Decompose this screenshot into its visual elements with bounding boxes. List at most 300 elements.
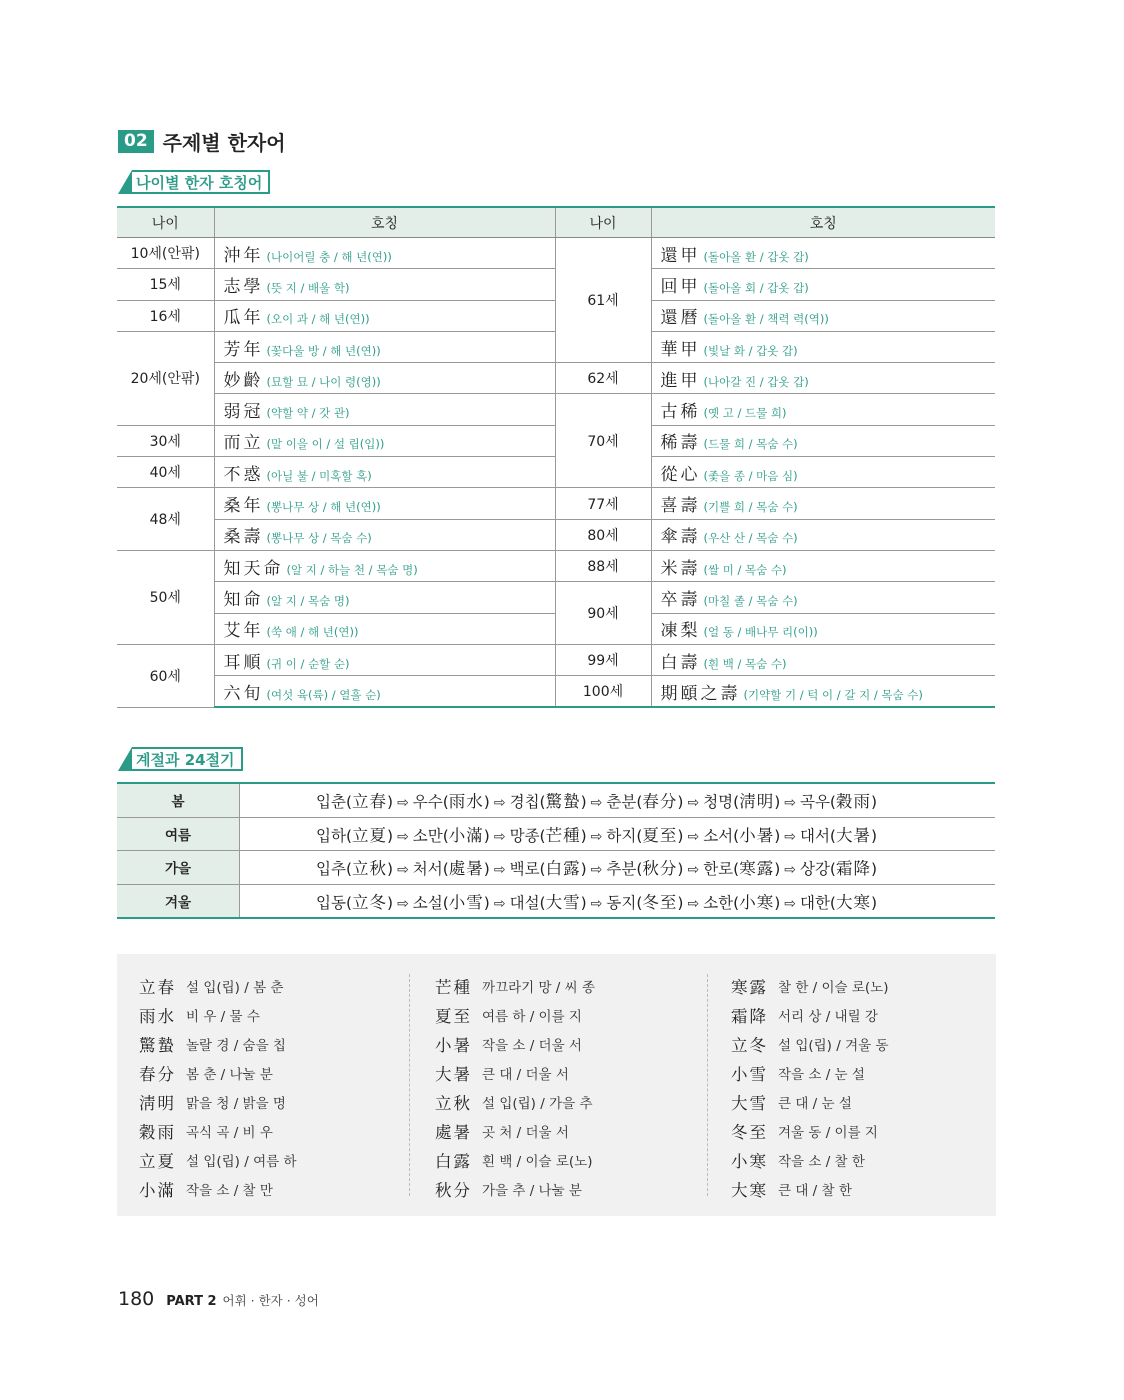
solar-term <box>703 827 780 845</box>
title-cell <box>214 613 555 644</box>
glossary-item <box>731 1174 889 1203</box>
glossary-item <box>139 1174 297 1203</box>
title-hanja: 從心 <box>660 464 701 485</box>
solar-term-hanja: 立冬 <box>352 892 387 912</box>
solar-term-name: 입추( <box>316 860 352 879</box>
solar-term <box>510 894 587 912</box>
age-cell: 77세 <box>555 488 651 519</box>
solar-term <box>800 894 877 912</box>
title-hanja: 而立 <box>223 433 264 454</box>
title-gloss: (꽃다울 방 / 해 년(연)) <box>266 343 381 358</box>
arrow-icon: ⇨ <box>397 895 409 912</box>
glossary-item <box>435 1088 595 1117</box>
section-title: 주제별 한자어 <box>162 131 286 155</box>
title-cell <box>651 331 995 362</box>
glossary-item <box>139 1145 297 1174</box>
solar-term-hanja: 處暑 <box>448 859 484 879</box>
solar-term <box>800 793 877 811</box>
tag-triangle <box>118 747 132 771</box>
age-title-table <box>117 206 995 708</box>
glossary-hanja: 立冬 <box>731 1036 768 1056</box>
glossary-hanja: 夏至 <box>435 1007 472 1027</box>
solar-term-hanja: 大暑 <box>835 825 871 845</box>
title-cell <box>651 238 995 269</box>
solar-term <box>510 827 587 845</box>
glossary-hanja: 小寒 <box>731 1151 768 1171</box>
table-row <box>117 488 995 519</box>
solar-term-close: ) <box>774 860 781 879</box>
season-row <box>117 817 995 851</box>
glossary-meaning: 큰 대 / 더울 서 <box>482 1067 569 1084</box>
title-gloss: (나이어릴 충 / 해 년(연)) <box>266 249 392 264</box>
title-gloss: (알 지 / 하늘 천 / 목숨 명) <box>286 562 418 577</box>
title-cell <box>651 394 995 425</box>
title-cell <box>214 238 555 269</box>
glossary-item <box>435 1174 595 1203</box>
age-table-tag-label: 나이별 한자 호칭어 <box>132 170 270 194</box>
glossary-meaning: 큰 대 / 찰 한 <box>778 1182 852 1199</box>
solar-term <box>316 894 393 912</box>
arrow-icon: ⇨ <box>687 795 700 812</box>
tag-triangle <box>118 170 132 194</box>
glossary-item <box>139 1059 297 1088</box>
title-gloss: (좇을 종 / 마음 심) <box>703 468 798 483</box>
arrow-icon: ⇨ <box>493 828 506 845</box>
age-cell: 48세 <box>117 488 214 551</box>
arrow-icon: ⇨ <box>784 828 796 845</box>
age-cell: 99세 <box>555 644 651 675</box>
glossary-item <box>435 1145 595 1174</box>
solar-term-hanja: 霜降 <box>835 859 871 879</box>
age-cell: 100세 <box>555 676 651 708</box>
section-number: 02 <box>118 130 154 153</box>
seasons-tag <box>118 747 243 771</box>
age-cell: 61세 <box>555 238 651 363</box>
solar-term-close: ) <box>774 893 781 912</box>
solar-term-name: 동지( <box>606 893 643 912</box>
glossary-hanja: 立秋 <box>435 1094 472 1113</box>
title-cell <box>651 457 995 488</box>
glossary-item <box>139 1116 297 1145</box>
solar-term-close: ) <box>677 893 684 912</box>
solar-term-name: 경칩( <box>509 793 546 812</box>
solar-term-close: ) <box>870 793 878 812</box>
solar-term-name: 춘분( <box>606 793 643 812</box>
title-cell <box>214 269 555 300</box>
title-gloss: (마칠 졸 / 목숨 수) <box>703 593 798 608</box>
title-cell <box>214 457 555 488</box>
title-hanja: 桑壽 <box>223 527 264 548</box>
header-age-right: 나이 <box>555 207 651 238</box>
solar-term <box>510 793 587 811</box>
glossary-meaning: 찰 한 / 이슬 로(노) <box>778 980 889 997</box>
title-gloss: (빛날 화 / 갑옷 갑) <box>703 343 798 358</box>
solar-term-hanja: 淸明 <box>739 792 775 812</box>
glossary-hanja: 大寒 <box>731 1180 768 1200</box>
seasons-table <box>117 782 995 919</box>
season-name: 봄 <box>117 783 240 817</box>
title-hanja: 期頤之壽 <box>660 683 741 704</box>
arrow-icon: ⇨ <box>784 795 796 812</box>
solar-term-hanja: 芒種 <box>545 825 581 845</box>
arrow-icon: ⇨ <box>493 895 506 912</box>
glossary-hanja: 小暑 <box>435 1036 472 1056</box>
solar-term <box>413 860 490 878</box>
title-gloss: (돌아올 회 / 갑옷 갑) <box>703 280 809 295</box>
title-gloss: (아닐 불 / 미혹할 혹) <box>266 468 372 483</box>
glossary-hanja: 立夏 <box>139 1151 176 1171</box>
title-hanja: 還曆 <box>660 308 701 329</box>
title-hanja: 卒壽 <box>660 589 701 610</box>
page-number: 180 <box>118 1288 155 1310</box>
solar-term-name: 상강( <box>799 860 836 879</box>
season-terms <box>240 783 996 817</box>
season-terms <box>240 851 996 885</box>
glossary-meaning: 작을 소 / 더울 서 <box>482 1038 582 1055</box>
title-cell <box>651 676 995 708</box>
solar-term-name: 하지( <box>606 826 643 845</box>
title-cell <box>651 269 995 300</box>
solar-term-hanja: 雨水 <box>448 792 484 812</box>
solar-term-name: 소한( <box>703 893 740 912</box>
solar-term-close: ) <box>580 793 587 812</box>
glossary-meaning: 설 입(립) / 봄 춘 <box>186 980 284 997</box>
solar-term-name: 망종( <box>509 826 546 845</box>
solar-term <box>606 793 683 811</box>
solar-term-name: 처서( <box>412 860 449 879</box>
arrow-icon: ⇨ <box>590 795 603 812</box>
title-hanja: 米壽 <box>660 558 701 579</box>
age-cell: 20세(안팎) <box>117 331 214 425</box>
glossary-hanja: 小滿 <box>139 1180 176 1200</box>
age-cell: 50세 <box>117 550 214 644</box>
age-cell: 80세 <box>555 519 651 550</box>
title-cell <box>214 676 555 708</box>
glossary-meaning: 큰 대 / 눈 설 <box>778 1096 852 1112</box>
solar-term-close: ) <box>774 826 781 845</box>
glossary-hanja: 秋分 <box>435 1180 472 1200</box>
solar-term-hanja: 立夏 <box>352 825 387 845</box>
title-cell <box>214 394 555 425</box>
glossary-item <box>139 972 297 1001</box>
title-hanja: 志學 <box>223 276 264 297</box>
glossary-hanja: 雨水 <box>139 1007 176 1027</box>
solar-term-name: 대한( <box>799 893 836 912</box>
solar-term-close: ) <box>387 893 394 912</box>
solar-term <box>316 793 393 811</box>
title-gloss: (얼 동 / 배나무 리(이)) <box>703 625 818 640</box>
title-cell <box>214 582 555 613</box>
title-hanja: 瓜年 <box>223 308 264 329</box>
part-label: PART 2 <box>166 1294 217 1309</box>
solar-term-hanja: 大寒 <box>835 892 871 912</box>
seasons-tag-label: 계절과 24절기 <box>132 747 243 771</box>
age-cell: 15세 <box>117 269 214 300</box>
title-hanja: 艾年 <box>223 621 264 642</box>
title-hanja: 白壽 <box>660 652 701 673</box>
title-cell <box>214 519 555 550</box>
column-divider <box>707 974 708 1196</box>
age-cell: 10세(안팎) <box>117 238 214 269</box>
table-row <box>117 582 995 613</box>
solar-term-hanja: 小暑 <box>739 825 775 845</box>
title-hanja: 妙齡 <box>223 370 264 391</box>
title-hanja: 知天命 <box>223 558 284 579</box>
solar-term-close: ) <box>483 826 490 845</box>
glossary-meaning: 가을 추 / 나눌 분 <box>482 1182 582 1199</box>
glossary-meaning: 작을 소 / 눈 설 <box>778 1067 865 1084</box>
season-name: 가을 <box>117 851 240 885</box>
header-title-left: 호칭 <box>214 207 555 238</box>
glossary-item <box>731 1059 889 1088</box>
age-cell: 60세 <box>117 644 214 707</box>
glossary-hanja: 大雪 <box>731 1094 768 1113</box>
glossary-meaning: 겨울 동 / 이를 지 <box>778 1124 878 1141</box>
title-hanja: 還甲 <box>660 245 701 266</box>
arrow-icon: ⇨ <box>687 862 700 879</box>
title-cell <box>651 300 995 331</box>
glossary-meaning: 맑을 청 / 밝을 명 <box>186 1096 286 1112</box>
solar-term <box>703 860 780 878</box>
solar-term-name: 입춘( <box>316 793 352 812</box>
table-row <box>117 644 995 675</box>
title-gloss: (돌아올 환 / 책력 력(역)) <box>703 312 829 327</box>
glossary-item <box>139 1001 297 1030</box>
title-gloss: (옛 고 / 드물 희) <box>703 406 787 421</box>
glossary-column <box>435 972 595 1203</box>
glossary-meaning: 설 입(립) / 여름 하 <box>186 1153 297 1170</box>
title-gloss: (기약할 기 / 턱 이 / 갈 지 / 목숨 수) <box>743 687 923 702</box>
solar-term-name: 소설( <box>412 893 449 912</box>
age-cell: 16세 <box>117 300 214 331</box>
glossary-item <box>731 1116 889 1145</box>
header-age-left: 나이 <box>117 207 214 238</box>
glossary-item <box>139 1088 297 1117</box>
table-row <box>117 676 995 708</box>
glossary-meaning: 설 입(립) / 겨울 동 <box>778 1038 889 1055</box>
season-row <box>117 783 995 817</box>
arrow-icon: ⇨ <box>784 895 796 912</box>
title-gloss: (여섯 육(륙) / 열흘 순) <box>266 687 381 702</box>
table-row <box>117 550 995 581</box>
glossary-item <box>731 1088 889 1117</box>
solar-term <box>800 860 877 878</box>
title-gloss: (우산 산 / 목숨 수) <box>703 531 798 546</box>
solar-term-name: 곡우( <box>799 793 836 812</box>
table-row <box>117 363 995 394</box>
solar-term <box>510 860 587 878</box>
title-gloss: (뽕나무 상 / 목숨 수) <box>266 531 372 546</box>
solar-term-close: ) <box>483 860 490 879</box>
column-divider <box>409 974 410 1196</box>
title-gloss: (나아갈 진 / 갑옷 갑) <box>703 374 809 389</box>
title-cell <box>214 425 555 456</box>
solar-term-hanja: 立春 <box>352 792 387 812</box>
arrow-icon: ⇨ <box>397 862 409 879</box>
solar-term-name: 청명( <box>703 793 740 812</box>
glossary-item <box>731 1001 889 1030</box>
part-title: 어휘 · 한자 · 성어 <box>222 1293 319 1308</box>
page-footer <box>118 1288 319 1310</box>
title-gloss: (돌아올 환 / 갑옷 갑) <box>703 249 809 264</box>
title-gloss: (묘할 묘 / 나이 령(영)) <box>266 374 381 389</box>
glossary-meaning: 작을 소 / 찰 한 <box>778 1153 865 1170</box>
arrow-icon: ⇨ <box>397 795 409 812</box>
title-gloss: (뽕나무 상 / 해 년(연)) <box>266 500 381 515</box>
arrow-icon: ⇨ <box>784 862 796 879</box>
solar-term-close: ) <box>677 793 684 812</box>
age-cell: 88세 <box>555 550 651 581</box>
glossary-hanja: 穀雨 <box>139 1122 176 1142</box>
solar-term <box>606 860 683 878</box>
glossary-meaning: 봄 춘 / 나눌 분 <box>186 1067 273 1084</box>
glossary-hanja: 芒種 <box>435 978 472 998</box>
solar-term-name: 대서( <box>799 826 836 845</box>
header-title-right: 호칭 <box>651 207 995 238</box>
glossary-item <box>435 1030 595 1059</box>
title-gloss: (오이 과 / 해 년(연)) <box>266 312 370 327</box>
age-cell: 70세 <box>555 394 651 488</box>
title-hanja: 稀壽 <box>660 433 701 454</box>
title-hanja: 沖年 <box>223 245 264 266</box>
glossary-hanja: 大暑 <box>435 1065 472 1085</box>
title-gloss: (쌀 미 / 목숨 수) <box>703 562 787 577</box>
solar-term-close: ) <box>870 893 878 912</box>
solar-term-hanja: 驚蟄 <box>545 792 581 812</box>
title-hanja: 耳順 <box>223 652 264 673</box>
title-cell <box>214 550 555 581</box>
solar-term-close: ) <box>580 826 587 845</box>
title-hanja: 凍梨 <box>660 621 701 642</box>
title-cell <box>651 582 995 613</box>
glossary-hanja: 春分 <box>139 1065 176 1085</box>
solar-term <box>606 827 683 845</box>
solar-term-hanja: 白露 <box>545 859 581 879</box>
glossary-meaning: 서리 상 / 내릴 강 <box>778 1009 878 1026</box>
solar-term-hanja: 小滿 <box>448 825 484 845</box>
solar-term <box>703 793 780 811</box>
title-gloss: (귀 이 / 순할 순) <box>266 656 350 671</box>
solar-term-name: 우수( <box>412 793 449 812</box>
title-gloss: (알 지 / 목숨 명) <box>266 593 350 608</box>
glossary-hanja: 立春 <box>139 978 176 998</box>
glossary-hanja: 淸明 <box>139 1094 176 1113</box>
title-cell <box>214 331 555 362</box>
solar-term-close: ) <box>483 793 490 812</box>
title-hanja: 喜壽 <box>660 496 701 517</box>
section-header <box>118 127 286 156</box>
title-hanja: 不惑 <box>223 464 264 485</box>
glossary-meaning: 놀랄 경 / 숨을 칩 <box>186 1038 286 1055</box>
solar-term <box>316 827 393 845</box>
solar-term-name: 백로( <box>509 860 546 879</box>
solar-term <box>800 827 877 845</box>
solar-term-hanja: 大雪 <box>545 892 581 912</box>
glossary-meaning: 까끄라기 망 / 씨 종 <box>482 980 596 997</box>
title-cell <box>214 363 555 394</box>
arrow-icon: ⇨ <box>397 828 409 845</box>
glossary-hanja: 處暑 <box>435 1122 472 1142</box>
arrow-icon: ⇨ <box>590 895 603 912</box>
title-hanja: 桑年 <box>223 496 264 517</box>
arrow-icon: ⇨ <box>687 895 700 912</box>
solar-term-hanja: 冬至 <box>642 892 678 912</box>
title-hanja: 知命 <box>223 589 264 610</box>
title-hanja: 古稀 <box>660 402 701 423</box>
solar-term-close: ) <box>387 793 394 812</box>
glossary-item <box>435 1116 595 1145</box>
glossary-column <box>731 972 889 1203</box>
solar-term-close: ) <box>677 860 684 879</box>
solar-term-hanja: 立秋 <box>352 859 387 879</box>
solar-term-hanja: 寒露 <box>739 859 775 879</box>
title-cell <box>214 300 555 331</box>
solar-term-close: ) <box>870 860 878 879</box>
title-hanja: 進甲 <box>660 370 701 391</box>
solar-term-name: 대설( <box>509 893 546 912</box>
table-row <box>117 394 995 425</box>
solar-term-name: 소만( <box>412 826 449 845</box>
title-cell <box>651 425 995 456</box>
glossary-meaning: 설 입(립) / 가을 추 <box>482 1096 593 1112</box>
arrow-icon: ⇨ <box>493 795 506 812</box>
title-gloss: (기쁠 희 / 목숨 수) <box>703 500 798 515</box>
glossary-item <box>435 1001 595 1030</box>
arrow-icon: ⇨ <box>493 862 506 879</box>
solar-term-hanja: 穀雨 <box>835 792 871 812</box>
title-cell <box>651 613 995 644</box>
age-table-tag <box>118 170 270 194</box>
solar-term-hanja: 秋分 <box>642 859 678 879</box>
season-row <box>117 884 995 918</box>
arrow-icon: ⇨ <box>687 828 700 845</box>
solar-term <box>413 827 490 845</box>
title-cell <box>651 488 995 519</box>
age-cell: 62세 <box>555 363 651 394</box>
solar-term <box>413 793 490 811</box>
solar-term-hanja: 小雪 <box>448 892 484 912</box>
title-hanja: 回甲 <box>660 276 701 297</box>
glossary-hanja: 驚蟄 <box>139 1036 176 1056</box>
solar-term-close: ) <box>580 860 587 879</box>
glossary-item <box>435 972 595 1001</box>
glossary-box <box>117 954 996 1216</box>
title-cell <box>651 644 995 675</box>
solar-term <box>606 894 683 912</box>
solar-term-name: 입하( <box>316 826 352 845</box>
solar-term-name: 소서( <box>703 826 740 845</box>
table-row <box>117 519 995 550</box>
glossary-item <box>435 1059 595 1088</box>
season-name: 겨울 <box>117 884 240 918</box>
solar-term-name: 입동( <box>316 893 352 912</box>
solar-term-hanja: 春分 <box>642 792 678 812</box>
age-cell: 90세 <box>555 582 651 645</box>
solar-term-name: 추분( <box>606 860 643 879</box>
glossary-hanja: 寒露 <box>731 978 768 998</box>
glossary-item <box>731 1145 889 1174</box>
title-hanja: 傘壽 <box>660 527 701 548</box>
glossary-meaning: 곡식 곡 / 비 우 <box>186 1124 273 1141</box>
title-gloss: (말 이을 이 / 설 립(입)) <box>266 437 385 452</box>
glossary-meaning: 흰 백 / 이슬 로(노) <box>482 1153 593 1170</box>
age-cell: 30세 <box>117 425 214 456</box>
title-cell <box>651 550 995 581</box>
solar-term-close: ) <box>387 826 394 845</box>
solar-term-close: ) <box>774 793 781 812</box>
season-row <box>117 851 995 885</box>
glossary-meaning: 작을 소 / 찰 만 <box>186 1182 273 1199</box>
